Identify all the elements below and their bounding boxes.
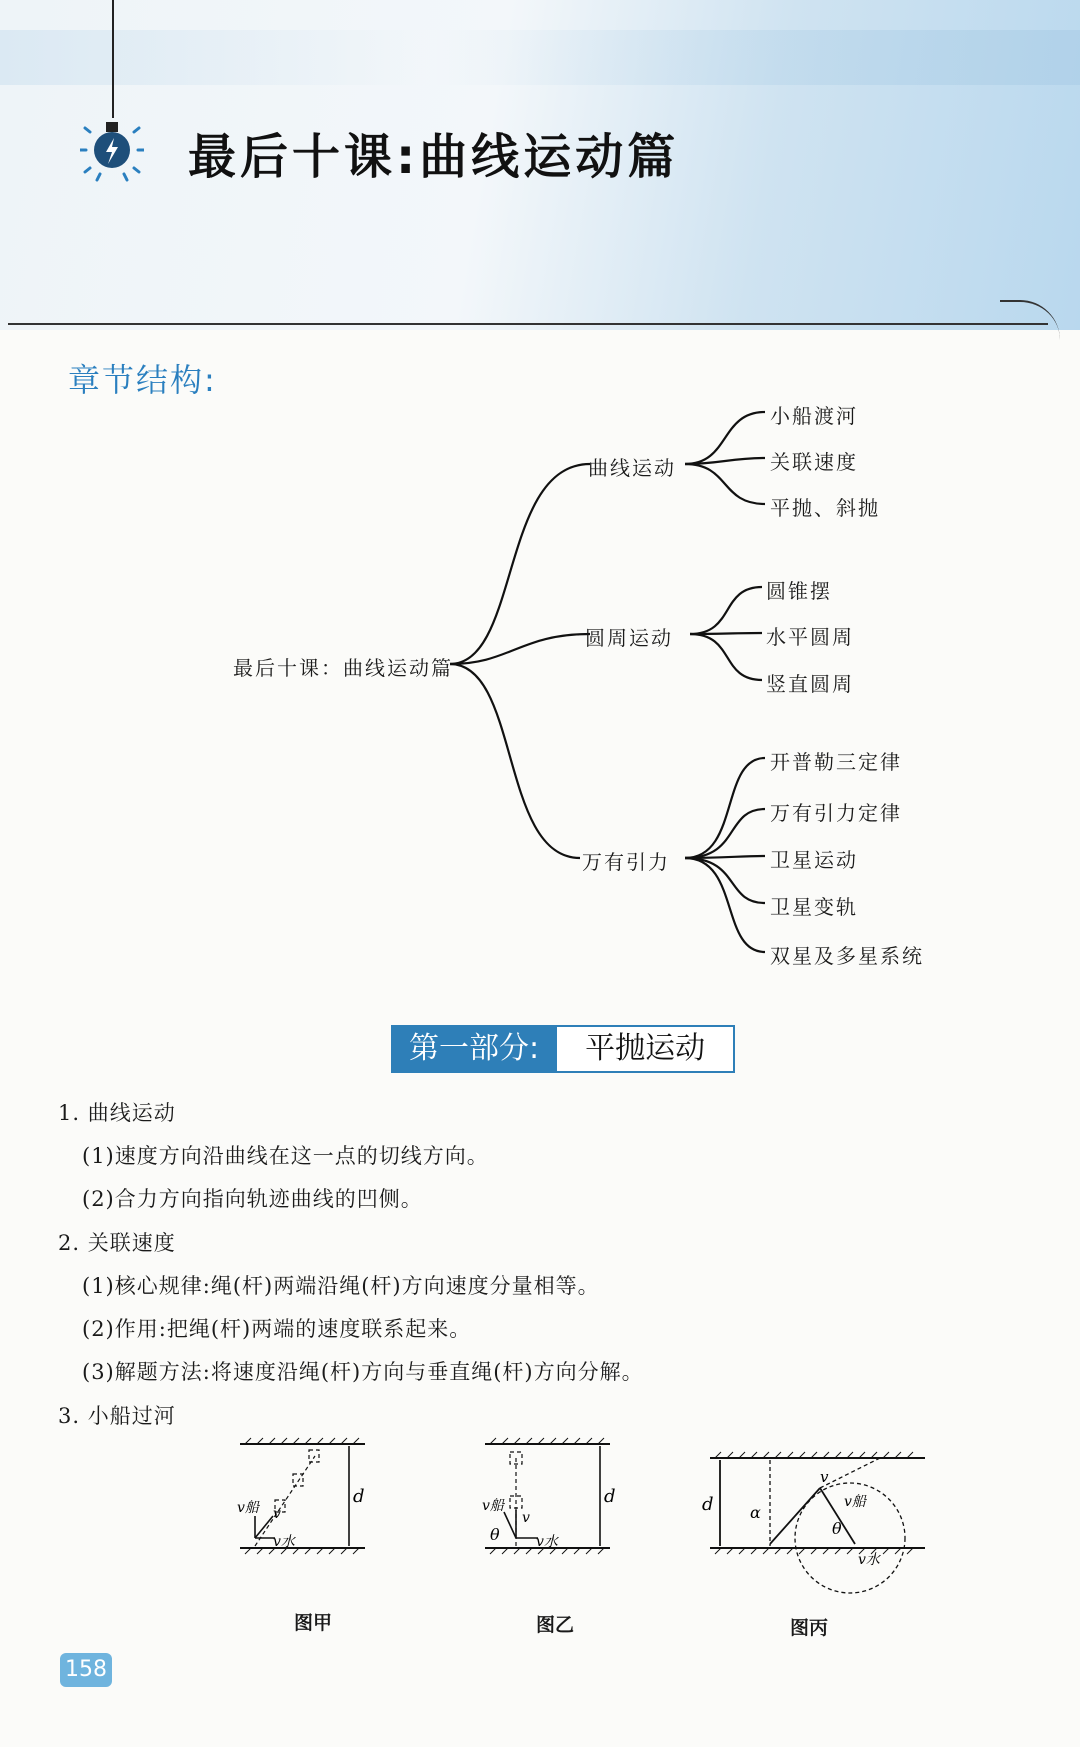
part-banner [391,1025,735,1073]
page-title: 最后十课:曲线运动篇 [188,129,680,185]
header-stripe [0,30,1080,85]
figure-bing [700,1448,940,1608]
section-3-title: 3. 小船过河 [58,1404,176,1428]
label-v: v [522,1510,530,1526]
connector-root-branch-2 [450,634,590,664]
figure-yi [480,1436,620,1556]
header-divider [8,323,1048,325]
section-label: 章节结构: [68,361,217,399]
section-1-title: 1. 曲线运动 [58,1101,176,1125]
leaf-label: 卫星运动 [770,848,858,872]
label-d: d [604,1486,616,1507]
connector-root-branch-3 [450,664,580,858]
label-v: v [273,1506,281,1522]
section-2-item: (1)核心规律:绳(杆)两端沿绳(杆)方向速度分量相等。 [82,1274,600,1298]
label-theta: θ [832,1519,842,1538]
leaf-label: 万有引力定律 [770,801,902,825]
figure-label: 图丙 [790,1617,829,1639]
label-v-boat: v船 [237,1500,259,1516]
section-1-item: (2)合力方向指向轨迹曲线的凹侧。 [82,1187,423,1211]
leaf-label: 圆锥摆 [766,579,832,603]
mindmap-root: 最后十课：曲线运动篇 [233,656,453,680]
label-theta: θ [490,1525,500,1544]
leaf-label: 小船渡河 [770,404,858,428]
leaf-label: 关联速度 [770,450,858,474]
branch-label: 曲线运动 [588,456,676,480]
chapter-mindmap [0,380,1080,980]
leaf-label: 开普勒三定律 [770,750,902,774]
branch-label: 万有引力 [582,850,670,874]
label-v-boat: v船 [482,1498,504,1514]
leaf-label: 平抛、斜抛 [770,496,880,520]
part-number: 第一部分: [391,1025,557,1073]
label-alpha: α [750,1503,761,1522]
label-v-water: v水 [536,1534,558,1550]
label-v-water: v水 [858,1552,880,1568]
leaf-label: 双星及多星系统 [770,944,924,968]
section-1-item: (1)速度方向沿曲线在这一点的切线方向。 [82,1144,489,1168]
bulb-cord [112,0,114,118]
section-2-item: (3)解题方法:将速度沿绳(杆)方向与垂直绳(杆)方向分解。 [82,1360,644,1384]
part-name: 平抛运动 [557,1025,735,1073]
label-d: d [702,1494,714,1515]
branch-label: 圆周运动 [585,626,673,650]
figure-label: 图乙 [536,1614,575,1636]
figure-label: 图甲 [294,1612,333,1634]
label-v: v [820,1468,829,1486]
section-2-item: (2)作用:把绳(杆)两端的速度联系起来。 [82,1317,472,1341]
label-v-boat: v船 [844,1494,866,1510]
label-v-water: v水 [273,1534,295,1550]
figure-jia [235,1436,375,1556]
page-number: 158 [60,1653,112,1687]
leaf-label: 竖直圆周 [766,672,854,696]
mindmap-connectors [0,380,1080,980]
section-2-title: 2. 关联速度 [58,1231,176,1255]
label-d: d [353,1486,365,1507]
leaf-label: 水平圆周 [766,625,854,649]
lightbulb-icon [80,112,144,184]
leaf-label: 卫星变轨 [770,895,858,919]
